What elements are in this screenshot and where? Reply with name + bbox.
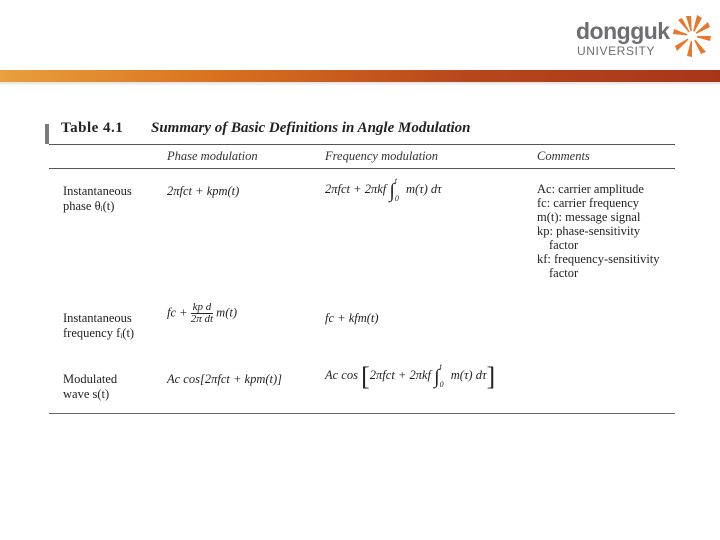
university-logo — [574, 14, 714, 60]
wave-fm-formula — [325, 362, 495, 390]
row-label-wave — [63, 372, 117, 402]
right-bracket: ] — [486, 361, 496, 391]
row-label-frequency — [63, 311, 134, 341]
phase-fm-formula — [325, 176, 442, 204]
table-header-rule — [49, 168, 675, 169]
logo-wordmark: dongguk — [576, 18, 670, 44]
row-label-phase — [63, 184, 132, 214]
integral-sign: ∫ — [434, 365, 440, 388]
frequency-fm-formula: fc + kfm(t) — [325, 311, 379, 325]
comment-line: kf: frequency-sensitivity — [537, 252, 660, 266]
formula-inner: 2πfct + 2πkf — [369, 367, 432, 382]
definitions-table — [45, 118, 675, 418]
formula-fraction — [191, 302, 213, 325]
sunburst-logo-icon — [672, 14, 712, 58]
integral-limits — [440, 362, 444, 390]
formula-prefix: Ac cos — [325, 367, 358, 382]
comment-line: fc: carrier frequency — [537, 196, 640, 210]
table-top-rule — [49, 144, 675, 145]
row-label-line: Modulated — [63, 372, 118, 386]
integral-sign: ∫ — [389, 179, 395, 202]
integral-upper: t — [394, 176, 398, 185]
table-label: Table 4.1 — [61, 120, 124, 136]
row-label-line: phase θᵢ(t) — [63, 199, 115, 213]
header-stripe — [0, 70, 720, 82]
integral-lower: 0 — [439, 380, 444, 389]
header-comments: Comments — [537, 149, 590, 163]
formula-suffix: m(t) — [216, 305, 237, 320]
frequency-pm-formula — [167, 302, 237, 325]
row-label-line: Instantaneous — [63, 184, 132, 198]
formula-prefix: 2πfct + 2πkf — [325, 181, 387, 196]
header-frequency-modulation: Frequency modulation — [325, 149, 439, 163]
integral-limits — [395, 176, 399, 204]
fraction-denominator: 2π dt — [190, 313, 214, 325]
comment-line: factor — [549, 266, 579, 280]
phase-comments — [537, 182, 660, 280]
table-title-marker — [45, 124, 49, 144]
wave-pm-formula: Ac cos[2πfct + kpm(t)] — [167, 372, 283, 386]
logo-subtitle: UNIVERSITY — [577, 44, 656, 58]
integral-lower: 0 — [394, 194, 399, 203]
row-label-line: Instantaneous — [63, 311, 132, 325]
table-bottom-rule — [49, 413, 675, 414]
comment-line: Ac: carrier amplitude — [537, 182, 644, 196]
left-bracket: [ — [361, 361, 370, 391]
integral-upper: t — [439, 362, 442, 371]
comment-line: kp: phase-sensitivity — [537, 224, 641, 238]
formula-integrand: m(τ) dτ — [450, 367, 487, 382]
formula-prefix: fc + — [167, 305, 188, 320]
fraction-numerator: kp d — [192, 301, 212, 313]
header-phase-modulation: Phase modulation — [167, 149, 258, 163]
table-title: Summary of Basic Definitions in Angle Modulation — [151, 120, 471, 136]
formula-integrand: m(τ) dτ — [405, 181, 442, 196]
comment-line: m(t): message signal — [537, 210, 641, 224]
row-label-line: frequency fᵢ(t) — [63, 326, 135, 340]
comment-line: factor — [549, 238, 579, 252]
row-label-line: wave s(t) — [63, 387, 110, 401]
phase-pm-formula: 2πfct + kpm(t) — [167, 184, 240, 198]
